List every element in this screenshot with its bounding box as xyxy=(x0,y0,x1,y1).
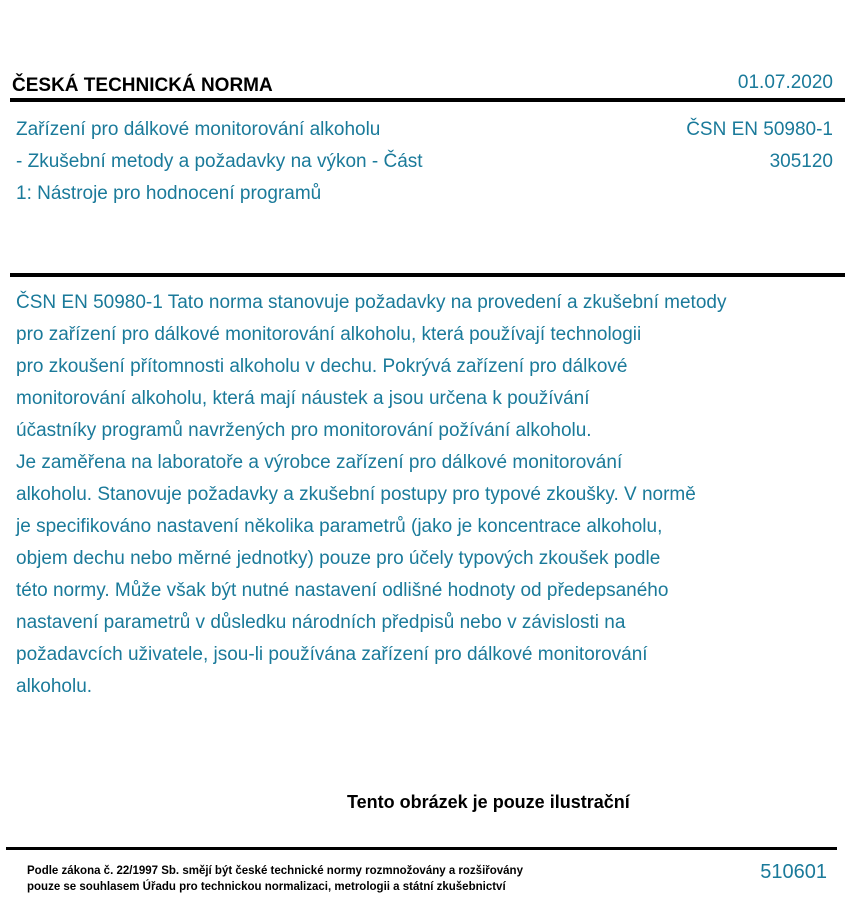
document-code-block xyxy=(686,114,833,178)
header-rule xyxy=(10,98,845,102)
illustrative-notice: Tento obrázek je pouze ilustrační xyxy=(347,792,630,812)
abstract-line: nastavení parametrů v důsledku národních předpisů nebo v závislosti na xyxy=(16,612,626,633)
abstract-line: pro zařízení pro dálkové monitorování alkoholu, která používají technologii xyxy=(16,324,642,345)
abstract-line: účastníky programů navržených pro monitorování požívání alkoholu. xyxy=(16,420,592,441)
document-title xyxy=(16,114,496,210)
document-title-line: Zařízení pro dálkové monitorování alkoholu xyxy=(16,119,381,140)
abstract-line: pro zkoušení přítomnosti alkoholu v dechu. Pokrývá zařízení pro dálkové xyxy=(16,356,628,377)
abstract-line: ČSN EN 50980-1 Tato norma stanovuje požadavky na provedení a zkušební metody xyxy=(16,292,727,313)
abstract-line: alkoholu. Stanovuje požadavky a zkušební postupy pro typové zkoušky. V normě xyxy=(16,484,696,505)
abstract-line: této normy. Může však být nutné nastavení odlišné hodnoty od předepsaného xyxy=(16,580,669,601)
abstract-text xyxy=(16,287,846,703)
standard-number: ČSN EN 50980-1 xyxy=(686,119,833,140)
document-title-line: - Zkušební metody a požadavky na výkon - Část xyxy=(16,151,423,172)
standard-header-title: ČESKÁ TECHNICKÁ NORMA xyxy=(12,75,273,96)
catalog-number: 510601 xyxy=(760,861,827,883)
section-rule xyxy=(10,273,845,277)
publication-date: 01.07.2020 xyxy=(737,72,833,93)
abstract-line: je specifikováno nastavení několika parametrů (jako je koncentrace alkoholu, xyxy=(16,516,663,537)
legal-notice-line: Podle zákona č. 22/1997 Sb. smějí být české technické normy rozmnožovány a rozšiřovány xyxy=(27,865,523,877)
legal-notice xyxy=(27,863,523,895)
footer-rule xyxy=(6,847,837,850)
abstract-line: Je zaměřena na laboratoře a výrobce zařízení pro dálkové monitorování xyxy=(16,452,623,473)
abstract-line: objem dechu nebo měrné jednotky) pouze pro účely typových zkoušek podle xyxy=(16,548,661,569)
abstract-line: monitorování alkoholu, která mají náustek a jsou určena k používání xyxy=(16,388,590,409)
legal-notice-line: pouze se souhlasem Úřadu pro technickou normalizaci, metrologii a státní zkušebnictví xyxy=(27,881,506,893)
document-title-line: 1: Nástroje pro hodnocení programů xyxy=(16,183,322,204)
abstract-line: požadavcích uživatele, jsou-li používána zařízení pro dálkové monitorování xyxy=(16,644,648,665)
classification-code: 305120 xyxy=(769,151,833,172)
abstract-line: alkoholu. xyxy=(16,676,93,697)
